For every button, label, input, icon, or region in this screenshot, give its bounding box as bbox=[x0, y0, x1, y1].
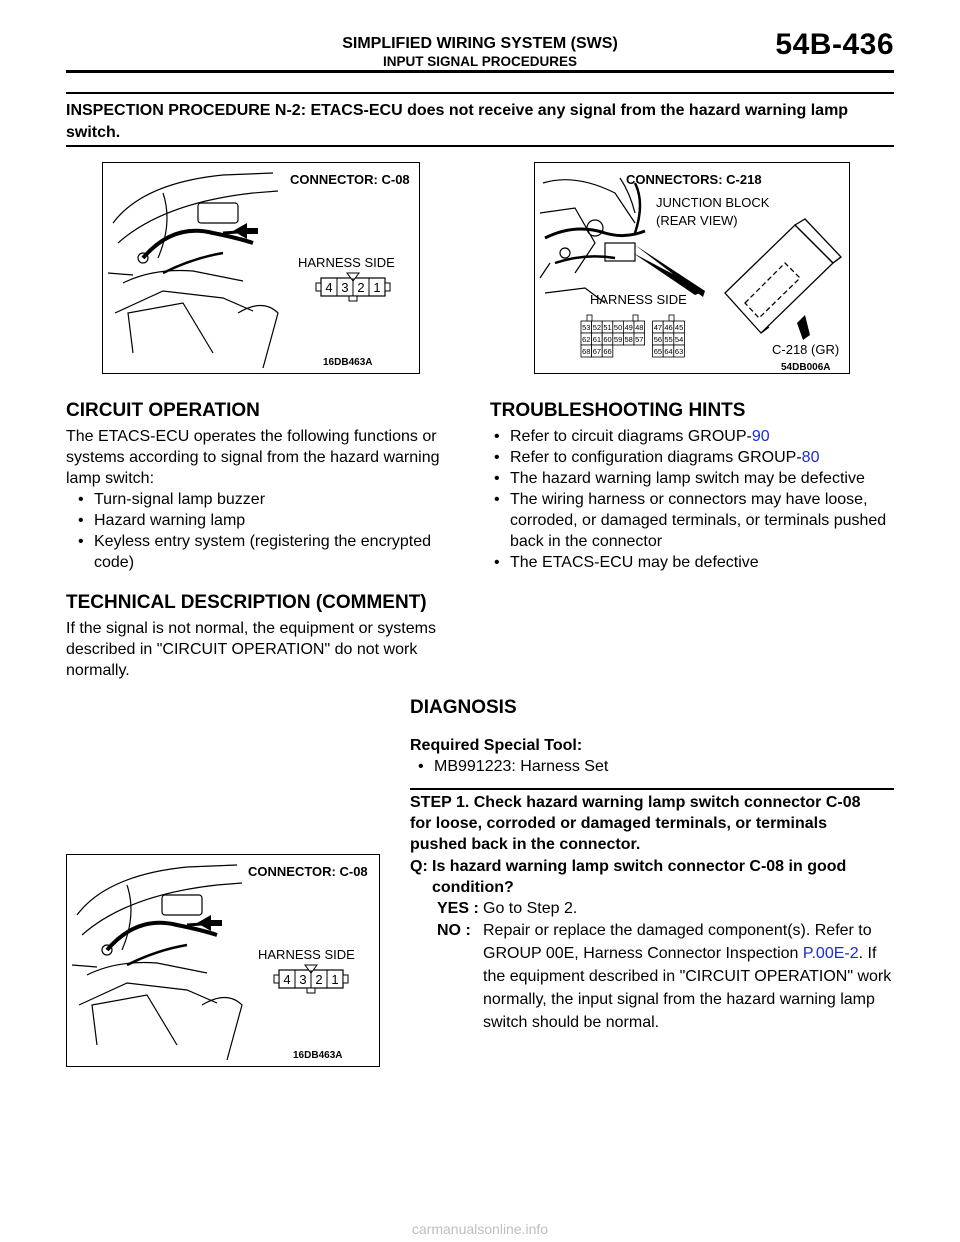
special-tool-list bbox=[414, 756, 894, 777]
pin-4: 4 bbox=[325, 280, 333, 295]
connector-tab bbox=[587, 315, 592, 321]
list-item: • The ETACS-ECU may be defective bbox=[490, 552, 894, 573]
pin-number: 54 bbox=[674, 335, 684, 344]
pin-number: 58 bbox=[624, 335, 633, 344]
pin-number: 46 bbox=[664, 323, 673, 332]
pin-number: 67 bbox=[592, 347, 602, 356]
junction-block-illustration bbox=[535, 163, 849, 373]
diagnosis-heading: DIAGNOSIS bbox=[410, 697, 517, 718]
pin-number: 49 bbox=[624, 323, 633, 332]
yes-label: YES : bbox=[437, 900, 479, 917]
answer-yes bbox=[437, 898, 894, 919]
no-text bbox=[437, 919, 894, 1034]
pin-number: 65 bbox=[653, 347, 663, 356]
pin-number: 68 bbox=[582, 347, 591, 356]
figure-code: 54DB006A bbox=[781, 362, 831, 373]
technical-description-heading: TECHNICAL DESCRIPTION (COMMENT) bbox=[66, 592, 427, 613]
pin-number: 47 bbox=[653, 323, 663, 332]
list-item bbox=[490, 426, 894, 447]
step-1-title: STEP 1. Check hazard warning lamp switch connector C-08 for loose, corroded or damaged terminals, or terminals pushed back in the connector. bbox=[410, 794, 861, 853]
question-text: Is hazard warning lamp switch connector C-08 in good condition? bbox=[432, 858, 847, 896]
pin-number: 56 bbox=[653, 335, 663, 344]
connector-tab bbox=[633, 315, 638, 321]
no-text-part: Repair or replace the damaged component(s). Refer to GROUP 00E, Harness Connector Inspection bbox=[483, 922, 872, 962]
technical-description-section bbox=[66, 592, 466, 681]
watermark-footer: carmanualsonline.info bbox=[411, 1221, 549, 1237]
p00e-2-link[interactable]: P.00E-2 bbox=[802, 945, 859, 962]
connector-pinout bbox=[316, 273, 390, 301]
pin-number: 59 bbox=[613, 335, 623, 344]
figure-code: 16DB463A bbox=[293, 1050, 343, 1061]
pin-number: 52 bbox=[592, 323, 602, 332]
connector-c08-figure-step1 bbox=[66, 854, 380, 1067]
harness-side-label: HARNESS SIDE bbox=[590, 292, 687, 307]
answers bbox=[437, 898, 894, 1034]
pin-2: 2 bbox=[357, 280, 365, 295]
junction-block-label: JUNCTION BLOCK bbox=[656, 195, 770, 210]
list-item: • Hazard warning lamp bbox=[74, 510, 466, 531]
step-rule bbox=[410, 788, 894, 790]
troubleshooting-section bbox=[490, 400, 894, 573]
pin-number: 50 bbox=[613, 323, 623, 332]
pin-number: 62 bbox=[582, 335, 591, 344]
connector-tab bbox=[669, 315, 674, 321]
pin-number: 63 bbox=[674, 347, 684, 356]
pin-1: 1 bbox=[331, 972, 339, 987]
pin-number: 48 bbox=[635, 323, 644, 332]
circuit-operation-text: The ETACS-ECU operates the following functions or systems according to signal from the hazard warning lamp switch: bbox=[66, 428, 440, 487]
list-item: • The hazard warning lamp switch may be defective bbox=[490, 468, 894, 489]
inspection-top-rule bbox=[66, 92, 894, 94]
pin-number: 53 bbox=[582, 323, 591, 332]
troubleshooting-list bbox=[490, 426, 894, 573]
dashboard-illustration bbox=[67, 855, 379, 1066]
question-label: Q: bbox=[410, 858, 428, 875]
connector-label: C-218 (GR) bbox=[772, 342, 840, 357]
diagnosis-section bbox=[410, 697, 894, 777]
yes-text: Go to Step 2. bbox=[483, 900, 578, 917]
circuit-operation-section bbox=[66, 400, 466, 573]
pin-2: 2 bbox=[315, 972, 323, 987]
pin-number: 64 bbox=[664, 347, 673, 356]
pin-number: 61 bbox=[592, 335, 602, 344]
hint-text: Refer to configuration diagrams GROUP- bbox=[510, 449, 802, 466]
junction-block-pinout bbox=[581, 315, 684, 357]
circuit-operation-heading: CIRCUIT OPERATION bbox=[66, 400, 260, 421]
connector-c08-figure bbox=[102, 162, 420, 374]
figure-code: 16DB463A bbox=[323, 357, 373, 368]
technical-description-text: If the signal is not normal, the equipment or systems described in "CIRCUIT OPERATION" do not work normally. bbox=[66, 620, 436, 679]
pin-1: 1 bbox=[373, 280, 381, 295]
no-label: NO : bbox=[437, 922, 471, 939]
troubleshooting-heading: TROUBLESHOOTING HINTS bbox=[490, 400, 746, 421]
inspection-title: INSPECTION PROCEDURE N-2: ETACS-ECU does not receive any signal from the hazard warning lamp switch. bbox=[66, 102, 849, 141]
circuit-operation-list bbox=[74, 489, 466, 573]
list-item: • Keyless entry system (registering the encrypted code) bbox=[74, 531, 466, 573]
pin-3: 3 bbox=[299, 972, 307, 987]
rear-view-label: (REAR VIEW) bbox=[656, 213, 738, 228]
list-item: • The wiring harness or connectors may have loose, corroded, or damaged terminals, or terminals pushed back in the connector bbox=[490, 489, 894, 552]
pin-number: 60 bbox=[603, 335, 612, 344]
pin-number: 55 bbox=[664, 335, 673, 344]
pin-number: 45 bbox=[674, 323, 684, 332]
pin-number: 57 bbox=[635, 335, 644, 344]
pin-number: 51 bbox=[603, 323, 612, 332]
page-number: 54B-436 bbox=[775, 28, 894, 61]
no-text-part: . If the equipment described in "CIRCUIT OPERATION" work normally, the input signal from the hazard warning lamp switch should be normal. bbox=[483, 945, 892, 1031]
hint-text: Refer to circuit diagrams GROUP- bbox=[510, 428, 752, 445]
list-item bbox=[490, 447, 894, 468]
answer-no bbox=[437, 919, 894, 1034]
group-90-link[interactable]: 90 bbox=[751, 428, 770, 445]
question bbox=[410, 856, 894, 898]
connector-pinout bbox=[274, 965, 348, 993]
section-title: SIMPLIFIED WIRING SYSTEM (SWS) bbox=[342, 35, 618, 52]
inspection-bottom-rule bbox=[66, 145, 894, 147]
dashboard-illustration bbox=[103, 163, 419, 373]
group-80-link[interactable]: 80 bbox=[801, 449, 820, 466]
figure-title: CONNECTORS: C-218 bbox=[626, 172, 762, 187]
harness-side-label: HARNESS SIDE bbox=[298, 255, 395, 270]
list-item: • MB991223: Harness Set bbox=[414, 756, 894, 777]
section-subtitle: INPUT SIGNAL PROCEDURES bbox=[382, 54, 578, 69]
figure-title: CONNECTOR: C-08 bbox=[248, 864, 368, 879]
connector-c218-figure bbox=[534, 162, 850, 374]
pin-3: 3 bbox=[341, 280, 349, 295]
harness-side-label: HARNESS SIDE bbox=[258, 947, 355, 962]
list-item: • Turn-signal lamp buzzer bbox=[74, 489, 466, 510]
special-tool-label: Required Special Tool: bbox=[410, 737, 583, 754]
header-rule bbox=[66, 70, 894, 73]
figure-title: CONNECTOR: C-08 bbox=[290, 172, 410, 187]
pin-number: 66 bbox=[603, 347, 612, 356]
pin-4: 4 bbox=[283, 972, 291, 987]
